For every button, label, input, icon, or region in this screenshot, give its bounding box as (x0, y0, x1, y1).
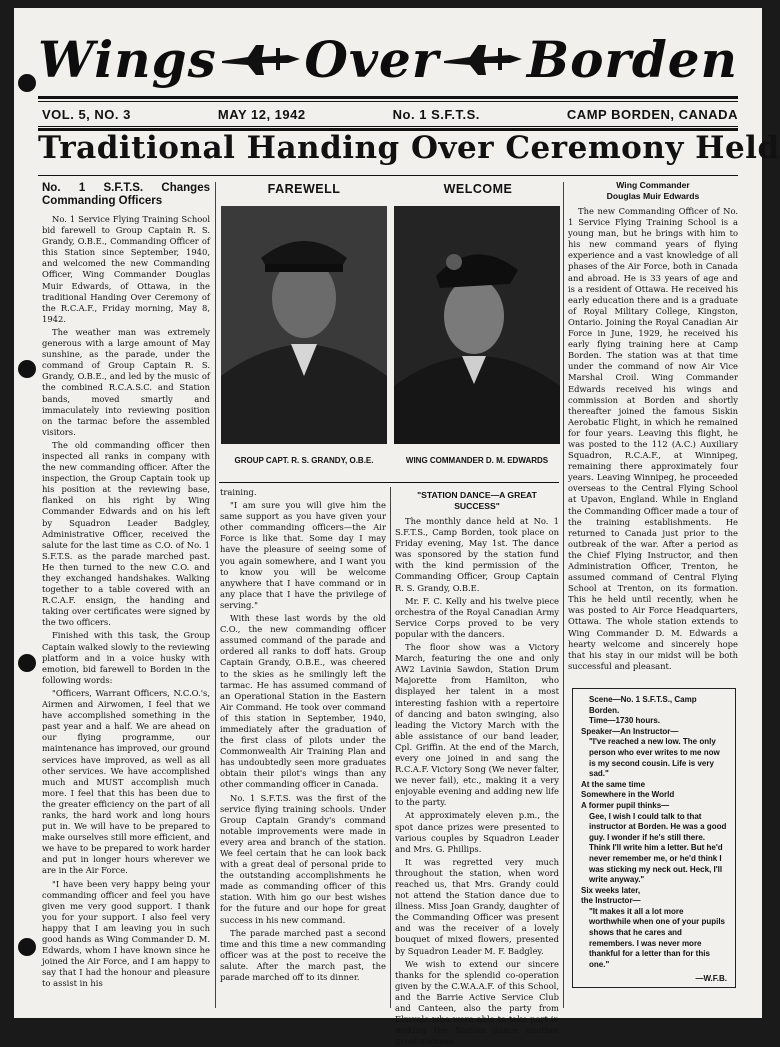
article-paragraph: At approximately eleven p.m., the spot dance prizes were presented to various couples by Squadron Leader and Mrs. G. Phillips. (395, 810, 559, 854)
binder-hole (18, 74, 36, 92)
profile-heading-name: Douglas Muir Edwards (606, 191, 700, 201)
article-paragraph: Mr. F. C. Kelly and his twelve piece orchestra of the Royal Canadian Army Service Corps proved to be very popular with the dancers. (395, 595, 559, 639)
box-line: Scene—No. 1 S.F.T.S., Camp Borden. (589, 695, 697, 715)
box-line: A former pupil thinks— (581, 800, 670, 810)
instructor-anecdote-box (572, 688, 736, 988)
unit-name: No. 1 S.F.T.S. (392, 106, 480, 122)
divider (38, 175, 738, 176)
caption-edwards: WING COMMANDER D. M. EDWARDS (405, 456, 549, 465)
dance-article-heading: "STATION DANCE—A GREAT SUCCESS" (417, 490, 537, 511)
welcome-label: WELCOME (443, 182, 513, 196)
article-paragraph: The weather man was extremely generous with a large amount of May sunshine, as the parade, under the command of Group Captain R. S. Grandy, O.B.E., and led by the music of the combined R.C.A.S.C. and Station bands, moved smartly and immaculately into reviewing position on the tarmac before the assembled visitors. (42, 326, 210, 437)
column-rule (390, 487, 391, 1008)
volume-number: VOL. 5, NO. 3 (42, 106, 131, 122)
article-paragraph: We wish to extend our sincere thanks for the splendid co-operation given by the C.W.A.A.F. of this School, and the Barrie Active Service Club and Canteen, also the party from Elmvale who were able to take part in making the Station dance another great success. (395, 958, 559, 1047)
airplane-icon (440, 39, 526, 79)
binder-hole (18, 938, 36, 956)
article-column-1 (42, 182, 210, 1012)
article-paragraph: The new Commanding Officer of No. 1 Service Flying Training School is a young man, but he brings with him to his new command years of flying experience and a vast knowledge of all phases of the Air Force, both in Canada and abroad. He is 33 years of age and is a resident of Ottawa. He received his early education there and is a graduate of Royal Military College, Kingston, Ontario. Joining the Royal Canadian Air Force in June, 1929, he received his early flying training here at Camp Borden. The station was at that time under the command of now Air Vice Marshal Croil. Wing Commander Edwards received his wings and commission at Borden and shortly thereafter joined the famous Siskin Aerobatic Flight, in which he remained for four years. Leaving this flight, he was posted to the 112 (A.C.) Auxiliary Squadron, R.C.A.F., at Winnipeg, remaining there approximately four years. Leaving Winnipeg, he proceeded overseas to the Central Flying School at Upavon, England. While in England the Commanding Officer made a tour of the training establishments. He returned to Canada just prior to the outbreak of the war. After a period as the Chief Flying Instructor, and then Administration Officer, Trenton, he assumed command of Central Flying School at Trenton, on its formation. This he held until recently, when he was posted to Air Force Headquarters, Ottawa. The whole station extends to Wing Commander D. M. Edwards a hearty welcome and sincerely hope that his stay in our midst will be both successful and pleasant. (568, 206, 738, 671)
box-line: Six weeks later, (581, 885, 641, 895)
masthead-word-over: Over (304, 29, 440, 89)
article-paragraph: "I am sure you will give him the same support as you have given your other commanding officers—the Air Force is like that. Some day I may have the pleasure of seeing some of you again somewhere, and I want you to know you will be welcome anywhere that I have command or in any place that I have the privilege of serving." (220, 500, 386, 610)
issue-info-bar (42, 104, 738, 124)
location: CAMP BORDEN, CANADA (566, 106, 738, 122)
article-column-4 (568, 180, 738, 678)
box-line: Somewhere in the World (581, 790, 675, 800)
article-paragraph: The floor show was a Victory March, featuring the one and only AW2 Lavinia Sawdon, Station Drum Majorette from Hamilton, who displayed her talent in a most interesting fashion with a repertoire of dancing and baton swinging, also leading the Victory March with the able assistance of our band leader, Cpl. Griffin. At the end of the March, every one joined in and sang the R.C.A.F. Victory Song (We never falter, we never fail), etc., making it a very enjoyable evening and adding new life to the party. (395, 642, 559, 808)
binder-hole (18, 360, 36, 378)
airplane-icon (218, 39, 304, 79)
portrait-image (221, 206, 387, 444)
masthead-word-wings: Wings (38, 29, 217, 89)
column-rule (215, 182, 216, 1008)
photo-grandy (221, 206, 387, 444)
binder-hole (18, 654, 36, 672)
box-line: "I've reached a new low. The only person who ever writes to me now is my second cousin. Life is very sad." (589, 737, 720, 779)
box-line: Time—1730 hours. (589, 716, 660, 726)
article-paragraph: Finished with this task, the Group Captain walked slowly to the reviewing platform and in a voice husky with emotion, bid farewell to Borden in the following words: (42, 630, 210, 685)
article-paragraph: It was regretted very much throughout the station, when word reached us, that Mrs. Grandy could not attend the Station dance due to illness. Miss Joan Grandy, daughter of the Commanding Officer was present and was the receiver of a lovely bouquet of mixed flowers, presented by Squadron Leader M. F. Badgley. (395, 856, 559, 956)
article-paragraph: "I have been very happy being your commanding officer and feel you have given me very good support. I thank you for your support. I also feel very happy that I am leaving you in such good hands as Wing Commander D. M. Edwards, whom I have known since he joined the Air Force, and I am happy to say that I had the honour and pleasure to assist in his (42, 878, 210, 989)
box-line: the Instructor— (581, 896, 641, 906)
portrait-image (394, 206, 560, 444)
box-line: Speaker—An Instructor— (581, 726, 679, 736)
article-column-2 (220, 487, 386, 1012)
caption-grandy: GROUP CAPT. R. S. GRANDY, O.B.E. (234, 456, 374, 465)
article-subheading: No. 1 S.F.T.S. Changes Commanding Officers (42, 182, 210, 207)
divider (38, 101, 738, 102)
divider (38, 126, 738, 127)
photo-edwards (394, 206, 560, 444)
newspaper-page (14, 8, 780, 1047)
divider (219, 482, 559, 483)
column-rule (563, 182, 564, 1008)
article-paragraph: "Officers, Warrant Officers, N.C.O.'s, Airmen and Airwomen, I feel that we have accomplished something in the past year and a half. We are ahead on our flying programme, our maintenance has improved, our ground services have improved, as well as all other services. We have accomplished much and MUST accomplish much more. I feel that this has been due to the greater efficiency on the part of all ranks, the hard work and long hours put in. We will have to be prepared to make ourselves still more efficient, and we have to be prepared to work harder and put in longer hours wherever we are in the Air Force. (42, 687, 210, 876)
box-signature: —W.F.B. (695, 974, 727, 984)
article-paragraph: training. (220, 487, 257, 497)
profile-heading-rank: Wing Commander (616, 180, 690, 190)
issue-date: MAY 12, 1942 (217, 106, 306, 122)
masthead-word-borden: Borden (526, 29, 738, 89)
article-column-3 (395, 490, 559, 1047)
article-paragraph: No. 1 S.F.T.S. was the first of the service flying training schools. Under Group Captain Grandy's command notable improvements were made in every area and branch of the station. We feel certain that he can look back with a great deal of personal pride to the outstanding accomplishments he made as commanding officer of this station. With him go our best wishes for the future and our hope for great success in his new command. (220, 792, 386, 925)
article-paragraph: With these last words by the old C.O., the new commanding officer assumed command of the parade and ordered all ranks to doff hats. Group Captain Grandy, O.B.E., was cheered to the skies as he smilingly left the tarmac. He has assumed command of an Operational Station in the Eastern Air Command. He took over command of this station in September, 1940, immediately after the graduation of the first class of pilots under the Commonwealth Air Training Plan and has undoubtedly seen more graduates obtain their pilot's wings than any other commanding officer in Canada. (220, 613, 386, 790)
article-paragraph: The old commanding officer then inspected all ranks in company with the new commanding officer. After the inspection, the Group Captain took up his position at the reviewing base, flanked on his right by Wing Commander Edwards and on his left by Squadron Leader Badgley, Administrative Officer, received the salute for the last time as C.O. of No. 1 S.F.T.S. as the parade marched past. He then turned to the new C.O. and they exchanged handshakes. Walking together to a table covered with an R.C.A.F. ensign, the handing and taking over certificates were signed by the two officers. (42, 439, 210, 628)
box-line: "It makes it all a lot more worthwhile when one of your pupils shows that he cares and remembers. I was never more thankful for a letter than for this one." (589, 906, 725, 969)
article-paragraph: The parade marched past a second time and this time a new commanding officer was at the post to receive the salute. After the march past, the parade marched off to its dinner. (220, 927, 386, 983)
box-line: At the same time (581, 779, 646, 789)
farewell-label: FAREWELL (267, 182, 341, 196)
divider (38, 96, 738, 99)
article-paragraph: No. 1 Service Flying Training School bid farewell to Group Captain R. S. Grandy, O.B.E., Commanding Officer of this Station since September, 1940, and welcomed the new Commanding Officer, Wing Commander Douglas Muir Edwards, of Ottawa, in the traditional Handing Over Ceremony of the R.C.A.F., Friday morning, May 8, 1942. (42, 214, 210, 324)
box-line: Gee, I wish I could talk to that instructor at Borden. He was a good guy. I wonder if he's still there. Think I'll write him a letter. But he'd never remember me, or he'd think I was sticking my neck out. Heck, I'll write anyway." (589, 811, 727, 885)
main-headline: Traditional Handing Over Ceremony Held (38, 130, 780, 166)
article-paragraph: The monthly dance held at No. 1 S.F.T.S., Camp Borden, took place on Friday evening, May 1st. The dance was sponsored by the station fund with the kind permission of the Commanding Officer, Group Captain R. S. Grandy, O.B.E. (395, 516, 559, 593)
masthead (38, 20, 738, 98)
